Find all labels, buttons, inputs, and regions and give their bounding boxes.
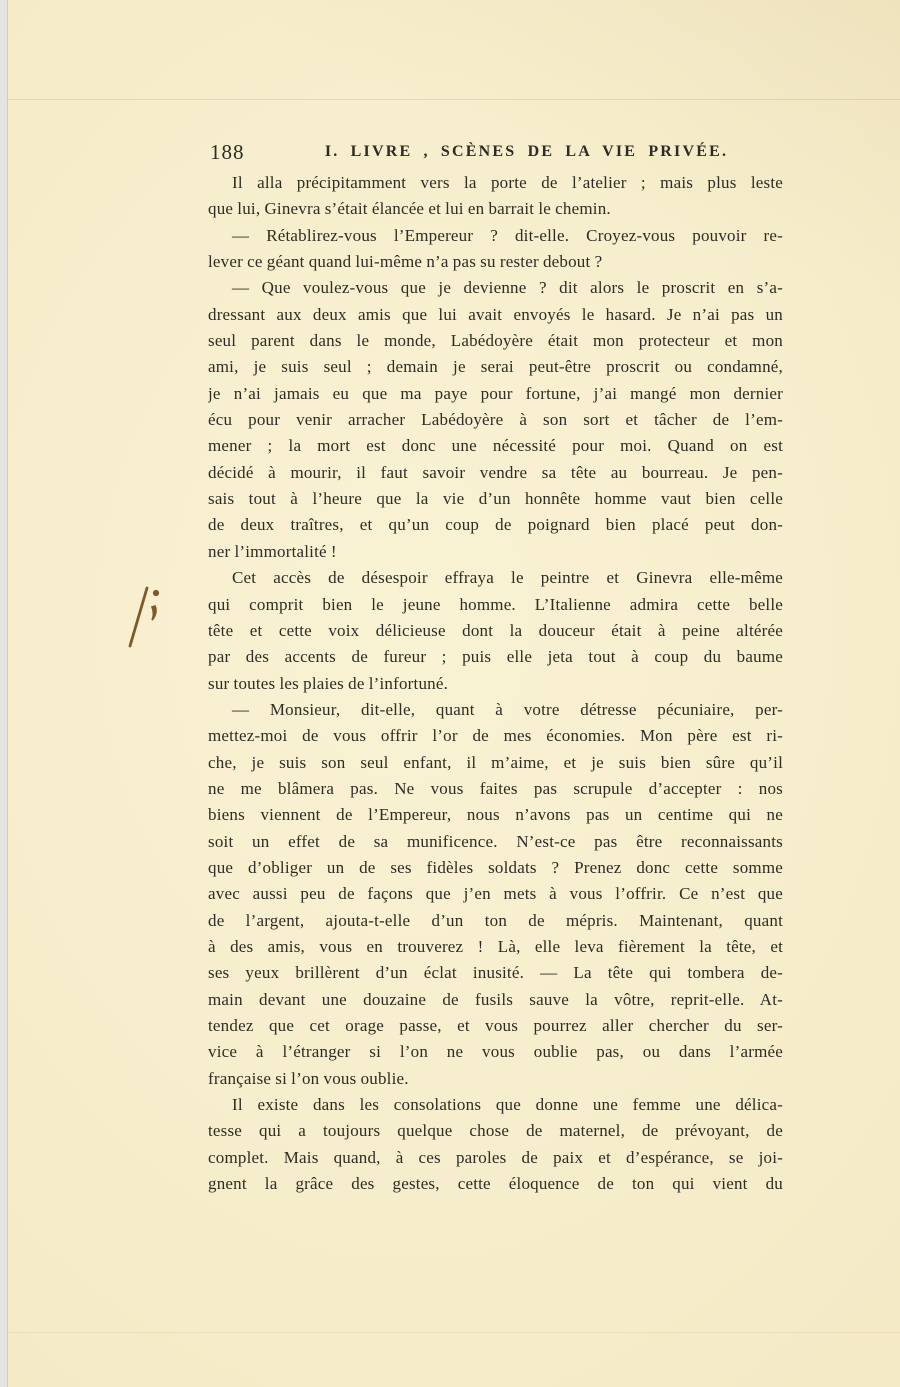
paragraph [208, 1092, 783, 1197]
ink-dot [153, 590, 159, 596]
text-line: que d’obliger un de ses fidèles soldats ? Prenez donc cette somme [208, 857, 783, 877]
paper-crease-line [7, 1332, 900, 1333]
text-line: ami, je suis seul ; demain je serai peut-être proscrit ou condamné, [208, 357, 783, 377]
text-line: soit un effet de sa munificence. N’est-ce pas être reconnaissants [208, 831, 783, 851]
text-line: sais tout à l’heure que la vie d’un honnête homme vaut bien celle [208, 489, 783, 509]
ink-slash [130, 588, 147, 646]
text-line: ner l’immortalité ! [208, 541, 337, 561]
text-line: sur toutes les plaies de l’infortuné. [208, 673, 449, 693]
running-title: I. LIVRE , SCÈNES DE LA VIE PRIVÉE. [324, 143, 729, 160]
page-body [208, 170, 783, 1197]
paper-crease-line [7, 99, 900, 100]
text-line: écu pour venir arracher Labédoyère à son sort et tâcher de l’em- [208, 410, 783, 430]
page-header [208, 140, 783, 166]
text-line: complet. Mais quand, à ces paroles de paix et d’espérance, se joi- [208, 1147, 783, 1167]
paragraph [208, 565, 783, 697]
page-number: 188 [210, 140, 245, 164]
text-line: lever ce géant quand lui-même n’a pas su rester debout ? [208, 252, 603, 272]
text-line: de l’argent, ajouta-t-elle d’un ton de mépris. Maintenant, quant [208, 910, 783, 930]
text-line: — Monsieur, dit-elle, quant à votre détresse pécuniaire, per- [232, 699, 783, 719]
text-line: seul parent dans le monde, Labédoyère était mon protecteur et mon [208, 331, 783, 351]
paragraph [208, 697, 783, 1092]
handwritten-margin-mark [116, 580, 168, 654]
text-line: à des amis, vous en trouverez ! Là, elle leva fièrement la tête, et [208, 936, 783, 956]
text-line: mener ; la mort est donc une nécessité pour moi. Quand on est [208, 436, 783, 456]
text-line: che, je suis son seul enfant, il m’aime, et je suis bien sûre qu’il [208, 752, 783, 772]
ink-comma [152, 606, 156, 620]
text-line: main devant une douzaine de fusils sauve la vôtre, reprit-elle. At- [208, 989, 783, 1009]
paragraph [208, 170, 783, 223]
text-line: vice à l’étranger si l’on ne vous oublie pas, ou dans l’armée [208, 1042, 783, 1062]
text-line: décidé à mourir, il faut savoir vendre sa tête au bourreau. Je pen- [208, 462, 783, 482]
text-line: — Que voulez-vous que je devienne ? dit alors le proscrit en s’a- [232, 278, 783, 298]
text-line: — Rétablirez-vous l’Empereur ? dit-elle. Croyez-vous pouvoir re- [232, 225, 783, 245]
text-line: avec aussi peu de façons que j’en mets à vous l’offrir. Ce n’est que [208, 884, 783, 904]
text-line: de deux traîtres, et qu’un coup de poignard bien placé peut don- [208, 515, 783, 535]
text-line: je n’ai jamais eu que ma paye pour fortune, j’ai mangé mon dernier [208, 383, 783, 403]
text-line: biens viennent de l’Empereur, nous n’avons pas un centime qui ne [208, 805, 783, 825]
paragraph [208, 275, 783, 565]
text-line: Cet accès de désespoir effraya le peintre et Ginevra elle-même [232, 568, 783, 588]
text-line: dressant aux deux amis que lui avait envoyés le hasard. Je n’ai pas un [208, 304, 783, 324]
text-line: ne me blâmera pas. Ne vous faites pas scrupule d’accepter : nos [208, 778, 783, 798]
text-line: mettez-moi de vous offrir l’or de mes économies. Mon père est ri- [208, 726, 783, 746]
text-line: qui comprit bien le jeune homme. L’Italienne admira cette belle [208, 594, 783, 614]
paragraph [208, 223, 783, 276]
text-line: par des accents de fureur ; puis elle jeta tout à coup du baume [208, 647, 783, 667]
text-line: que lui, Ginevra s’était élancée et lui en barrait le chemin. [208, 199, 611, 219]
text-line: tête et cette voix délicieuse dont la douceur était à peine altérée [208, 620, 783, 640]
text-line: française si l’on vous oublie. [208, 1068, 409, 1088]
text-line: gnent la grâce des gestes, cette éloquence de ton qui vient du [208, 1174, 783, 1194]
text-line: Il alla précipitamment vers la porte de l’atelier ; mais plus leste [232, 173, 783, 192]
text-line: ses yeux brillèrent d’un éclat inusité. — La tête qui tombera de- [208, 963, 783, 983]
text-line: tesse qui a toujours quelque chose de maternel, de prévoyant, de [208, 1121, 783, 1141]
text-line: Il existe dans les consolations que donne une femme une délica- [232, 1095, 783, 1115]
text-line: tendez que cet orage passe, et vous pourrez aller chercher du ser- [208, 1016, 783, 1035]
